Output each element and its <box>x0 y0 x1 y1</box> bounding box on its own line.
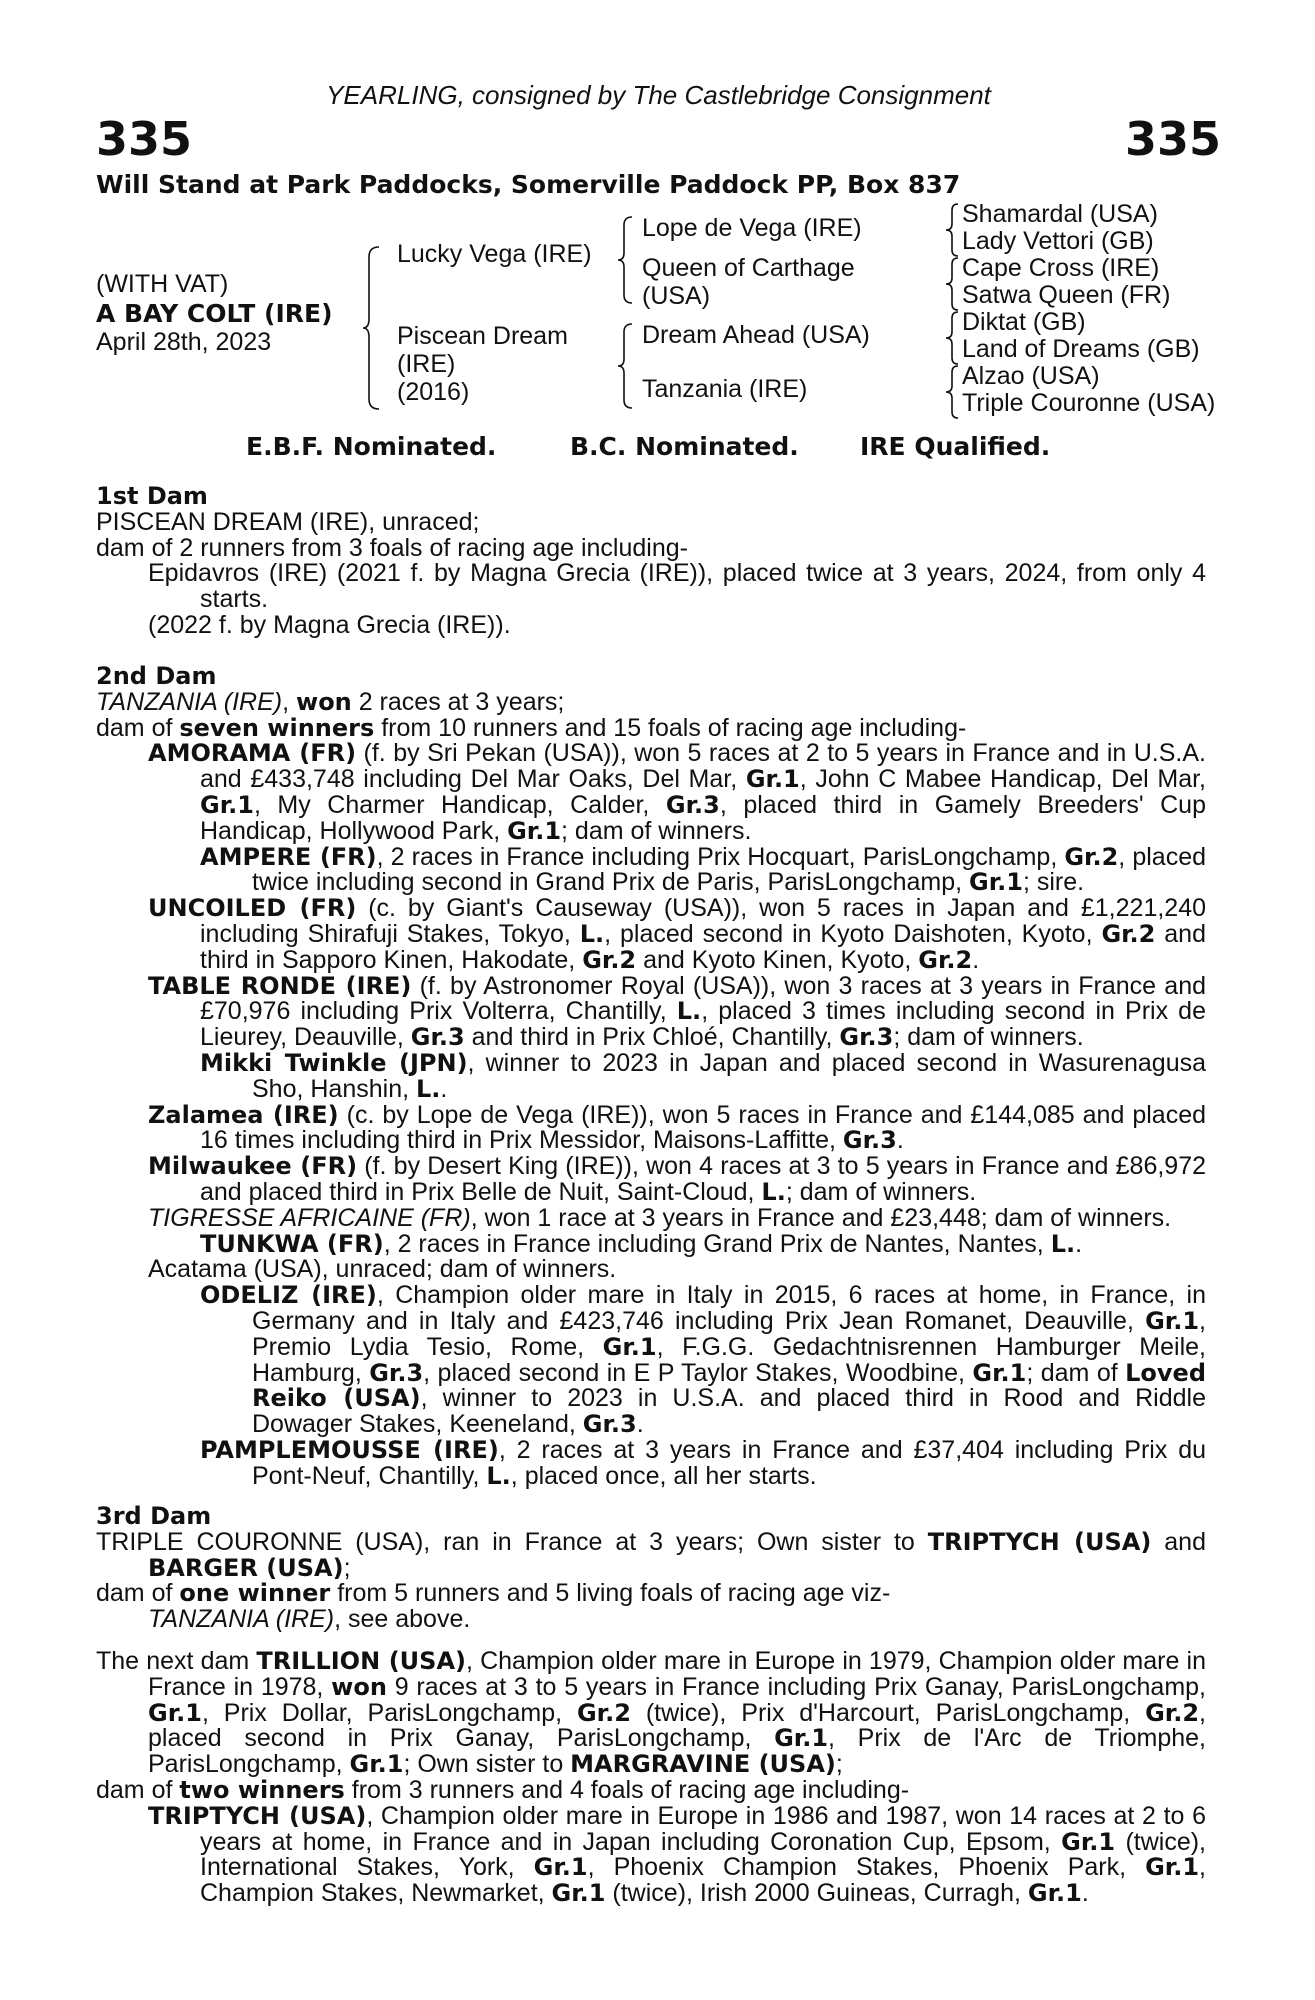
first-dam-heading: 1st Dam <box>96 482 208 510</box>
pedigree-brace-main <box>361 245 391 411</box>
horse-name: A BAY COLT (IRE) <box>96 299 333 328</box>
foaling-date: April 28th, 2023 <box>96 328 272 356</box>
dam-sire-sire: Diktat (GB) <box>962 308 1086 336</box>
sire-dam-sire: Cape Cross (IRE) <box>962 254 1160 282</box>
entry-tigresse: TIGRESSE AFRICAINE (FR), won 1 race at 3 years in France and £23,448; dam of winners. <box>148 1203 1172 1232</box>
bc-nomination: B.C. Nominated. <box>570 432 799 461</box>
first-dam-summary: dam of 2 runners from 3 foals of racing age including- <box>96 533 688 562</box>
sire-sire-dam: Lady Vettori (GB) <box>962 227 1154 255</box>
dam-sire-dam: Land of Dreams (GB) <box>962 335 1200 363</box>
third-dam-section: 3rd Dam TRIPLE COURONNE (USA), ran in France at 3 years; Own sister to TRIPTYCH (USA) and BARGER (USA); dam of one winner from 5 runners and 5 living foals of racing age viz- TANZANIA (IRE), see above. <box>96 1502 1206 1634</box>
second-dam-name: TANZANIA (IRE) <box>96 687 283 716</box>
brace-gen3-3 <box>944 310 962 366</box>
entry-uncoiled: UNCOILED (FR) (c. by Giant's Causeway (USA)), won 5 races in Japan and £1,221,240 including Shirafuji Stakes, Tokyo, L., placed second in Kyoto Daishoten, Kyoto, Gr.2 and third in Sapporo Kinen, Hakodate, Gr.2 and Kyoto Kinen, Kyoto, Gr.2. <box>148 894 1206 974</box>
dam-line-3: (2016) <box>397 378 470 406</box>
entry-milwaukee: Milwaukee (FR) (f. by Desert King (IRE)), won 4 races at 3 to 5 years in France and £86,972 and placed third in Prix Belle de Nuit, Saint-Cloud, L.; dam of winners. <box>148 1152 1206 1206</box>
second-dam-section: 2nd Dam TANZANIA (IRE), won 2 races at 3 years; dam of seven winners from 10 runners and 15 foals of racing age including- AMORAMA (FR) (f. by Sri Pekan (USA)), won 5 races at 2 to 5 years in France and in U.S.A. and £433,748 including Del Mar Oaks, Del Mar, Gr.1, John C Mabee Handicap, Del Mar, Gr.1, My Charmer Handicap, Calder, Gr.3, placed third in Gamely Breeders' Cup Handicap, Hollywood Park, Gr.1; dam of winners. AMPERE (FR), 2 races in France including Prix Hocquart, ParisLongchamp, Gr.2, placed twice including second in Grand Prix de Paris, ParisLongchamp, Gr.1; sire. UNCOILED (FR) (c. by Giant's Causeway (USA)), won 5 races in Japan and £1,221,240 including Shirafuji Stakes, Tokyo, L., placed second in Kyoto Daishoten, Kyoto, Gr.2 and third in Sapporo Kinen, Hakodate, Gr.2 and Kyoto Kinen, Kyoto, Gr.2. TABLE RONDE (IRE) (f. by Astronomer Royal (USA)), won 3 races at 3 years in France and £70,976 including Prix Volterra, Chantilly, L., placed 3 times including second in Prix de Lieurey, Deauville, Gr.3 and third in Prix Chloé, Chantilly, Gr.3; dam of winners. Mikki Twinkle (JPN), winner to 2023 in Japan and placed second in Wasurenagusa Sho, Hanshin, L.. Zalamea (IRE) (c. by Lope de Vega (IRE)), won 5 races in France and £144,085 and placed 16 times including third in Prix Messidor, Maisons-Laffitte, Gr.3. Milwaukee (FR) (f. by Desert King (IRE)), won 4 races at 3 to 5 years in France and £86,972 and placed third in Prix Belle de Nuit, Saint-Cloud, L.; dam of winners. TIGRESSE AFRICAINE (FR), won 1 race at 3 years in France and £23,448; dam of winners. TUNKWA (FR), 2 races in France including Grand Prix de Nantes, Nantes, L.. Acatama (USA), unraced; dam of winners. ODELIZ (IRE), Champion older mare in Italy in 2015, 6 races at home, in France, in Germany and in Italy and £423,746 including Prix Jean Romanet, Deauville, Gr.1, Premio Lydia Tesio, Rome, Gr.1, F.G.G. Gedachtnisrennen Hamburger Meile, Hamburg, Gr.3, placed second in E P Taylor Stakes, Woodbine, Gr.1; dam of Loved Reiko (USA), winner to 2023 in U.S.A. and placed third in Rood and Riddle Dowager Stakes, Keeneland, Gr.3. PAMPLEMOUSSE (IRE), 2 races at 3 years in France and £37,404 including Prix du Pont-Neuf, Chantilly, L., placed once, all her starts. <box>96 662 1207 1490</box>
progeny-epidavros: Epidavros (IRE) (2021 f. by Magna Grecia (IRE)), placed twice at 3 years, 2024, from only 4 starts. <box>148 559 1206 614</box>
sire-sire: Lope de Vega (IRE) <box>642 214 862 242</box>
consignment-line: YEARLING, consigned by The Castlebridge Consignment <box>326 80 991 110</box>
stabling-line: Will Stand at Park Paddocks, Somerville Paddock PP, Box 837 <box>96 170 961 199</box>
ebf-nomination: E.B.F. Nominated. <box>246 432 497 461</box>
entry-mikki-twinkle: Mikki Twinkle (JPN), winner to 2023 in Japan and placed second in Wasurenagusa Sho, Hanshin, L.. <box>200 1048 1207 1103</box>
next-dam-section: The next dam TRILLION (USA), Champion older mare in Europe in 1979, Champion older mare in France in 1978, won 9 races at 3 to 5 years in France including Prix Ganay, ParisLongchamp, Gr.1, Prix Dollar, ParisLongchamp, Gr.2 (twice), Prix d'Harcourt, ParisLongchamp, Gr.2, placed second in Prix Ganay, ParisLongchamp, Gr.1, Prix de l'Arc de Triomphe, ParisLongchamp, Gr.1; Own sister to MARGRAVINE (USA); dam of two winners from 3 runners and 4 foals of racing age including- TRIPTYCH (USA), Champion older mare in Europe in 1986 and 1987, won 14 races at 2 to 6 years at home, in France and in Japan including Coronation Cup, Epsom, Gr.1 (twice), International Stakes, York, Gr.1, Phoenix Champion Stakes, Phoenix Park, Gr.1, Champion Stakes, Newmarket, Gr.1 (twice), Irish 2000 Guineas, Curragh, Gr.1. <box>96 1647 1207 1908</box>
brace-gen3-2 <box>944 256 962 312</box>
pedigree-brace-sire <box>616 215 640 305</box>
entry-amorama: AMORAMA (FR) (f. by Sri Pekan (USA)), won 5 races at 2 to 5 years in France and in U.S.A. and £433,748 including Del Mar Oaks, Del Mar, Gr.1, John C Mabee Handicap, Del Mar, Gr.1, My Charmer Handicap, Calder, Gr.3, placed third in Gamely Breeders' Cup Handicap, Hollywood Park, Gr.1; dam of winners. <box>148 739 1206 845</box>
sire-sire-sire: Shamardal (USA) <box>962 200 1158 228</box>
entry-table-ronde: TABLE RONDE (IRE) (f. by Astronomer Royal (USA)), won 3 races at 3 years in France and £70,976 including Prix Volterra, Chantilly, L., placed 3 times including second in Prix de Lieurey, Deauville, Gr.3 and third in Prix Chloé, Chantilly, Gr.3; dam of winners. <box>148 971 1206 1052</box>
lot-number-left: 335 <box>96 112 193 166</box>
third-dam-heading: 3rd Dam <box>96 1502 212 1530</box>
second-dam-heading: 2nd Dam <box>96 662 217 690</box>
pedigree-brace-dam <box>616 322 640 410</box>
sire: Lucky Vega (IRE) <box>397 240 592 268</box>
dam-line-2: (IRE) <box>397 350 456 378</box>
sire-dam-line-1: Queen of Carthage <box>642 254 855 282</box>
entry-zalamea: Zalamea (IRE) (c. by Lope de Vega (IRE)), won 5 races in France and £144,085 and placed 16 times including third in Prix Messidor, Maisons-Laffitte, Gr.3. <box>148 1100 1206 1155</box>
entry-tunkwa: TUNKWA (FR), 2 races in France including Grand Prix de Nantes, Nantes, L.. <box>200 1229 1083 1258</box>
first-dam-name: PISCEAN DREAM (IRE) <box>96 507 369 536</box>
lot-number-right: 335 <box>1124 112 1221 166</box>
entry-ampere: AMPERE (FR), 2 races in France including Prix Hocquart, ParisLongchamp, Gr.2, placed twice including second in Grand Prix de Paris, ParisLongchamp, Gr.1; sire. <box>200 842 1206 897</box>
entry-acatama: Acatama (USA), unraced; dam of winners. <box>148 1255 617 1284</box>
entry-triptych: TRIPTYCH (USA), Champion older mare in Europe in 1986 and 1987, won 14 races at 2 to 6 years at home, in France and in Japan including Coronation Cup, Epsom, Gr.1 (twice), International Stakes, York, Gr.1, Phoenix Champion Stakes, Phoenix Park, Gr.1, Champion Stakes, Newmarket, Gr.1 (twice), Irish 2000 Guineas, Curragh, Gr.1. <box>148 1801 1207 1908</box>
brace-gen3-1 <box>944 202 962 258</box>
brace-gen3-4 <box>944 364 962 420</box>
sire-dam-dam: Satwa Queen (FR) <box>962 281 1171 309</box>
dam-dam-dam: Triple Couronne (USA) <box>962 389 1216 417</box>
ire-qualified: IRE Qualified. <box>860 432 1051 461</box>
catalogue-page <box>96 0 1221 2000</box>
progeny-2022: (2022 f. by Magna Grecia (IRE)). <box>148 610 511 639</box>
entry-odeliz: ODELIZ (IRE), Champion older mare in Italy in 2015, 6 races at home, in France, in Germany and in Italy and £423,746 including Prix Jean Romanet, Deauville, Gr.1, Premio Lydia Tesio, Rome, Gr.1, F.G.G. Gedachtnisrennen Hamburger Meile, Hamburg, Gr.3, placed second in E P Taylor Stakes, Woodbine, Gr.1; dam of Loved Reiko (USA), winner to 2023 in U.S.A. and placed third in Rood and Riddle Dowager Stakes, Keeneland, Gr.3. <box>200 1281 1207 1439</box>
first-dam-section: 1st Dam PISCEAN DREAM (IRE), unraced; dam of 2 runners from 3 foals of racing age including- Epidavros (IRE) (2021 f. by Magna Grecia (IRE)), placed twice at 3 years, 2024, from only 4 starts. (2022 f. by Magna Grecia (IRE)). <box>96 482 1206 639</box>
sire-dam-line-2: (USA) <box>642 282 711 310</box>
dam-dam: Tanzania (IRE) <box>642 375 808 403</box>
vat-note: (WITH VAT) <box>96 270 229 298</box>
dam-line-1: Piscean Dream <box>397 322 568 350</box>
entry-pamplemousse: PAMPLEMOUSSE (IRE), 2 races at 3 years in France and £37,404 including Prix du Pont-Neuf, Chantilly, L., placed once, all her starts. <box>200 1435 1206 1490</box>
dam-sire: Dream Ahead (USA) <box>642 321 870 349</box>
dam-dam-sire: Alzao (USA) <box>962 362 1100 390</box>
